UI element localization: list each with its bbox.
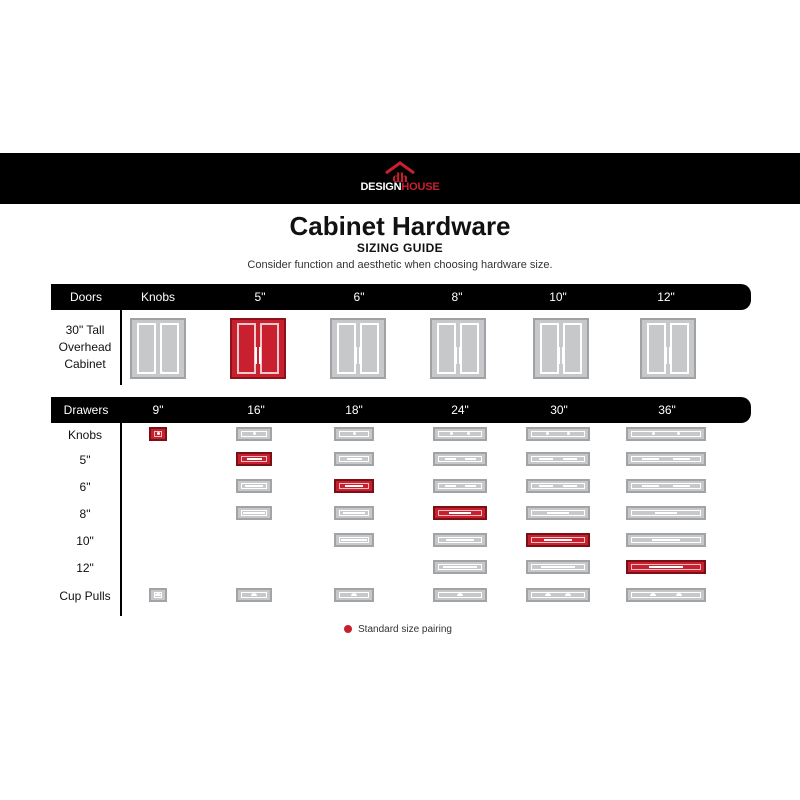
door-pull-icon [359, 347, 361, 364]
drawer-illustration [526, 479, 590, 493]
cabinet-door-illustration [533, 318, 589, 379]
drawer-pull-icon [673, 458, 690, 460]
cabinet-door-panel [647, 323, 666, 374]
doors-col-8in: 8" [451, 290, 463, 304]
drawer-pull-icon [539, 458, 552, 460]
drawer-knob-icon [652, 432, 655, 435]
drawer-illustration [626, 452, 706, 466]
drawers-header-bar [51, 397, 751, 423]
doors-row-label [51, 322, 119, 373]
drawer-pull-icon [655, 512, 678, 514]
drawer-row-label: 6" [79, 480, 91, 494]
drawers-col-36in: 36" [658, 403, 676, 417]
drawer-pull-icon [443, 566, 476, 568]
drawer-illustration [526, 506, 590, 520]
drawer-pull-icon [345, 485, 363, 487]
cabinet-door-illustration [430, 318, 486, 379]
drawer-pull-icon [341, 539, 367, 541]
drawers-col-24in: 24" [451, 403, 469, 417]
drawer-pull-icon [541, 566, 574, 568]
drawers-col-18in: 18" [345, 403, 363, 417]
drawer-cup-pull-icon [676, 593, 682, 596]
drawer-pull-icon [445, 458, 456, 460]
drawer-illustration [334, 479, 374, 493]
cabinet-door-panel [437, 323, 456, 374]
door-knob-icon [160, 371, 163, 374]
drawer-pull-icon [652, 539, 680, 541]
doors-divider [120, 310, 122, 385]
drawer-illustration [334, 452, 374, 466]
doors-col-10in: 10" [549, 290, 567, 304]
drawer-illustration [433, 452, 487, 466]
drawer-row-label: Cup Pulls [59, 589, 111, 603]
drawer-illustration [526, 560, 590, 574]
drawer-illustration [433, 560, 487, 574]
page-subtitle: SIZING GUIDE [356, 241, 444, 255]
drawer-cup-pull-icon [565, 593, 571, 596]
drawer-row-label: 5" [79, 453, 91, 467]
drawer-illustration [236, 588, 272, 602]
cabinet-door-panel [260, 323, 279, 374]
logo-word-house: HOUSE [401, 181, 440, 193]
legend [344, 624, 452, 635]
door-pull-icon [355, 347, 357, 364]
drawer-knob-icon [567, 432, 570, 435]
cabinet-door-illustration [230, 318, 286, 379]
drawer-pull-icon [642, 458, 659, 460]
logo-word-design: DESIGN [360, 181, 402, 193]
drawer-illustration [433, 588, 487, 602]
drawer-illustration [334, 506, 374, 520]
legend-dot-icon [344, 625, 352, 633]
drawer-knob-icon [467, 432, 470, 435]
legend-label: Standard size pairing [358, 624, 452, 635]
drawer-pull-icon [247, 458, 262, 460]
drawers-col-16in: 16" [247, 403, 265, 417]
drawer-illustration [526, 452, 590, 466]
drawers-col-9in: 9" [152, 403, 164, 417]
drawer-pull-icon [673, 485, 690, 487]
drawer-illustration [236, 506, 272, 520]
cabinet-door-panel [540, 323, 559, 374]
door-pull-icon [669, 347, 671, 364]
doors-col-knobs: Knobs [140, 290, 176, 304]
doors-col-12in: 12" [657, 290, 675, 304]
drawer-cup-pull-icon [545, 593, 551, 596]
drawer-pull-icon [347, 458, 362, 460]
drawer-knob-icon [157, 432, 160, 435]
drawer-cup-pull-icon [155, 593, 161, 596]
cabinet-door-illustration [640, 318, 696, 379]
cabinet-door-panel [360, 323, 379, 374]
logo-wordmark [0, 181, 800, 193]
drawer-pull-icon [547, 512, 570, 514]
drawer-illustration [526, 588, 590, 602]
drawer-illustration [236, 452, 272, 466]
drawer-illustration [626, 588, 706, 602]
door-pull-icon [459, 347, 461, 364]
cabinet-door-panel [237, 323, 256, 374]
drawer-pull-icon [649, 566, 682, 568]
drawer-cup-pull-icon [650, 593, 656, 596]
drawer-illustration [236, 479, 272, 493]
drawer-pull-icon [563, 485, 576, 487]
drawer-pull-icon [642, 485, 659, 487]
door-knob-icon [153, 371, 156, 374]
logo-mark: dh [392, 171, 408, 183]
drawer-illustration [433, 479, 487, 493]
door-pull-icon [558, 347, 560, 364]
drawer-illustration [626, 506, 706, 520]
drawer-pull-icon [563, 458, 576, 460]
drawer-row-label: 10" [76, 534, 94, 548]
drawer-knob-icon [253, 432, 256, 435]
drawer-cup-pull-icon [351, 593, 357, 596]
drawer-illustration [334, 427, 374, 441]
drawer-illustration [626, 479, 706, 493]
drawer-illustration [626, 533, 706, 547]
drawer-pull-icon [446, 539, 474, 541]
drawer-pull-icon [445, 485, 456, 487]
drawer-illustration [626, 560, 706, 574]
drawer-pull-icon [465, 485, 476, 487]
doors-header-bar [51, 284, 751, 310]
page-tagline: Consider function and aesthetic when choosing hardware size. [247, 259, 553, 271]
drawer-pull-icon [245, 485, 263, 487]
doors-col-6in: 6" [353, 290, 365, 304]
drawers-col-30in: 30" [550, 403, 568, 417]
door-pull-icon [665, 347, 667, 364]
cabinet-door-panel [563, 323, 582, 374]
drawers-divider [120, 423, 122, 616]
brand-band [0, 153, 800, 204]
drawer-illustration [334, 533, 374, 547]
cabinet-door-illustration [330, 318, 386, 379]
drawer-row-label: 12" [76, 561, 94, 575]
drawer-illustration [149, 427, 167, 441]
drawer-illustration [236, 427, 272, 441]
drawer-illustration [626, 427, 706, 441]
door-pull-icon [255, 347, 257, 364]
drawer-knob-icon [546, 432, 549, 435]
drawer-pull-icon [243, 512, 265, 514]
drawer-illustration [334, 588, 374, 602]
drawer-knob-icon [450, 432, 453, 435]
house-logo-icon [383, 161, 417, 183]
doors-row-label-line1: 30" Tall [65, 323, 105, 337]
drawer-cup-pull-icon [457, 593, 463, 596]
drawer-pull-icon [544, 539, 572, 541]
designhouse-logo [0, 161, 800, 193]
drawer-knob-icon [677, 432, 680, 435]
doors-col-5in: 5" [254, 290, 266, 304]
drawer-pull-icon [465, 458, 476, 460]
cabinet-door-illustration [130, 318, 186, 379]
page-title: Cabinet Hardware [289, 211, 511, 241]
doors-header-label: Doors [69, 290, 103, 304]
cabinet-door-panel [137, 323, 156, 374]
door-pull-icon [455, 347, 457, 364]
drawer-pull-icon [539, 485, 552, 487]
cabinet-door-panel [160, 323, 179, 374]
drawer-illustration [526, 427, 590, 441]
door-pull-icon [562, 347, 564, 364]
drawer-knob-icon [353, 432, 356, 435]
drawer-row-label: Knobs [67, 428, 103, 442]
door-pull-icon [259, 347, 261, 364]
cabinet-door-panel [337, 323, 356, 374]
drawer-illustration [149, 588, 167, 602]
drawer-pull-icon [343, 512, 366, 514]
drawer-cup-pull-icon [251, 593, 257, 596]
drawer-illustration [433, 427, 487, 441]
doors-row-label-line3: Cabinet [64, 357, 106, 371]
drawer-row-label: 8" [79, 507, 91, 521]
cabinet-door-panel [460, 323, 479, 374]
doors-row-label-line2: Overhead [58, 340, 112, 354]
drawers-header-label: Drawers [63, 403, 109, 417]
drawer-illustration [433, 506, 487, 520]
drawer-illustration [433, 533, 487, 547]
drawer-pull-icon [449, 512, 472, 514]
cabinet-door-panel [670, 323, 689, 374]
drawer-illustration [526, 533, 590, 547]
